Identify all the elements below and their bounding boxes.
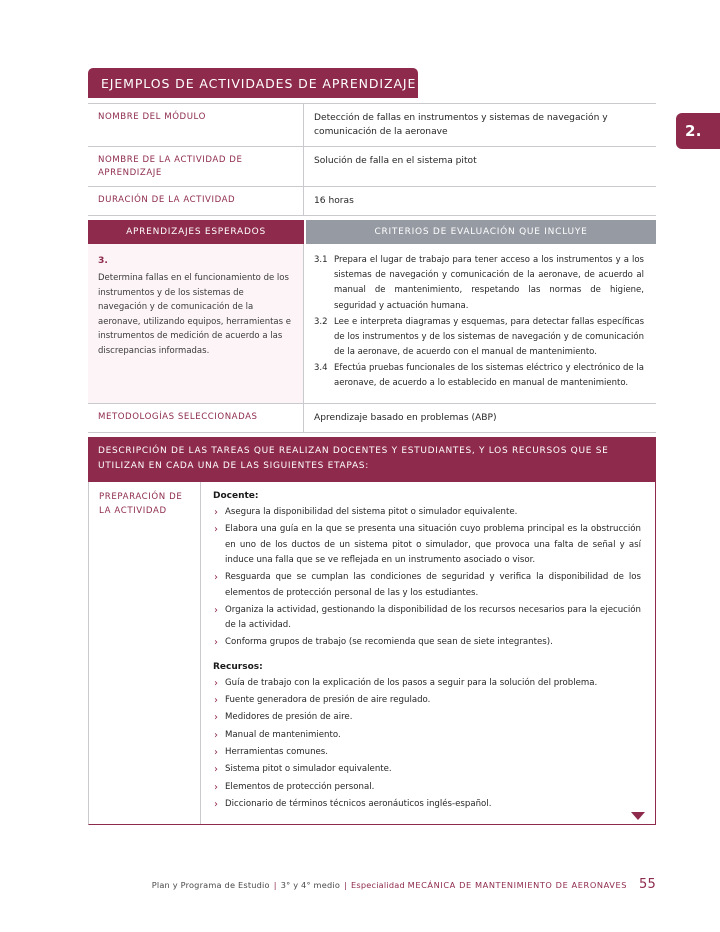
duration-value: 16 horas: [314, 196, 354, 207]
duration-label: DURACIÓN DE LA ACTIVIDAD: [88, 187, 304, 215]
list-item: › Conforma grupos de trabajo (se recomienda que sean de siete integrantes).: [213, 635, 641, 650]
list-item: › Manual de mantenimiento.: [213, 728, 641, 743]
resources-list: [213, 676, 641, 812]
list-item: › Sistema pitot o simulador equivalente.: [213, 762, 641, 777]
list-item: › Resguarda que se cumplan las condiciones de seguridad y verifica la disponibilidad de los elementos de protección personal de las y los estudiantes.: [213, 570, 641, 601]
criteria-text: Lee e interpreta diagramas y esquemas, para detectar fallas específicas de los instrumentos y de los sistemas de navegación y de comunicación de la aeronave, de acuerdo con el manual de mantenimiento.: [334, 316, 644, 357]
list-item: › Guía de trabajo con la explicación de los pasos a seguir para la solución del problema.: [213, 676, 641, 691]
methodology-value: Aprendizaje basado en problemas (ABP): [314, 413, 497, 424]
list-item: › Fuente generadora de presión de aire regulado.: [213, 693, 641, 708]
footer-level: 3° y 4° medio: [280, 880, 341, 890]
resources-heading: Recursos:: [213, 661, 263, 672]
expected-learning-header: APRENDIZAJES ESPERADOS: [88, 220, 304, 244]
expected-learning-text: Determina fallas en el funcionamiento de los instrumentos y de los sistemas de navegación y de comunicación de la aeronave, utilizando equipos, herramientas e instrumentos de medición de acuerdo a las discrepancias informadas.: [98, 273, 291, 357]
learning-body: [88, 244, 656, 404]
learning-header-strip: [88, 220, 656, 244]
teacher-heading: Docente:: [213, 491, 259, 502]
page-number: 55: [639, 877, 656, 892]
expected-learning-cell: [88, 244, 304, 403]
table-row: [88, 147, 656, 187]
list-item: › Herramientas comunes.: [213, 745, 641, 760]
preparation-block: [88, 482, 656, 825]
criteria-number: 3.1: [314, 255, 328, 266]
footer-separator: |: [273, 880, 277, 890]
chapter-tab: [676, 113, 720, 149]
section-banner-title: EJEMPLOS DE ACTIVIDADES DE APRENDIZAJE: [101, 75, 417, 91]
criteria-cell: [304, 244, 656, 403]
teacher-task-list: [213, 505, 641, 651]
criteria-text: Prepara el lugar de trabajo para tener acceso a los instrumentos y a los sistemas de navegación y comunicación de la aeronave, de acuerdo al manual de mantenimiento, respetando las normas de higiene, seguridad y actuación humana.: [334, 255, 644, 311]
footer-especialidad-word: Especialidad: [351, 880, 405, 890]
activity-name-label: NOMBRE DE LA ACTIVIDAD DE APRENDIZAJE: [88, 147, 304, 186]
footer-separator: |: [344, 880, 348, 890]
table-row: [88, 404, 656, 433]
evaluation-criteria-header: CRITERIOS DE EVALUACIÓN QUE INCLUYE: [304, 220, 656, 244]
list-item: › Diccionario de términos técnicos aeronáuticos inglés-español.: [213, 797, 641, 812]
methodology-label: METODOLOGÍAS SELECCIONADAS: [88, 404, 304, 432]
criteria-text: Efectúa pruebas funcionales de los sistemas eléctrico y electrónico de la aeronave, de acuerdo a lo establecido en manual de mantenimiento.: [334, 363, 644, 389]
criteria-item: [314, 361, 644, 391]
list-item: › Organiza la actividad, gestionando la disponibilidad de los recursos necesarios para la ejecución de la actividad.: [213, 603, 641, 634]
list-item: › Elementos de protección personal.: [213, 780, 641, 795]
criteria-item: [314, 315, 644, 360]
activity-table: [88, 103, 656, 825]
footer-specialty: MECÁNICA DE MANTENIMIENTO DE AERONAVES: [407, 880, 628, 890]
table-row: [88, 103, 656, 147]
criteria-item: [314, 253, 644, 314]
table-row: [88, 187, 656, 216]
description-bar-text: DESCRIPCIÓN DE LAS TAREAS QUE REALIZAN DOCENTES Y ESTUDIANTES, Y LOS RECURSOS QUE SE UTILIZAN EN CADA UNA DE LAS SIGUIENTES ETAPAS:: [98, 446, 609, 472]
expected-learning-number: 3.: [98, 255, 108, 267]
page-footer: [88, 877, 656, 892]
description-bar: [88, 437, 656, 482]
chapter-tab-label: 2.: [685, 122, 702, 140]
list-item: › Elabora una guía en la que se presenta una situación cuyo problema principal es la obstrucción en uno de los ductos de un sistema pitot o simulador, que provoca una falta de señal y así induce una falla que se ve reflejada en un instrumento asociado o visor.: [213, 522, 641, 568]
footer-plan: Plan y Programa de Estudio: [151, 880, 270, 890]
section-banner: [88, 68, 418, 98]
module-name-value: Detección de fallas en instrumentos y sistemas de navegación y comunicación de la aeronave: [314, 113, 608, 138]
module-name-label: NOMBRE DEL MÓDULO: [88, 104, 304, 146]
criteria-number: 3.4: [314, 363, 328, 374]
stage-content: [201, 482, 655, 824]
stage-label: PREPARACIÓN DE LA ACTIVIDAD: [89, 482, 201, 824]
activity-name-value: Solución de falla en el sistema pitot: [314, 156, 477, 167]
list-item: › Asegura la disponibilidad del sistema pitot o simulador equivalente.: [213, 505, 641, 520]
continuation-arrow-icon: [631, 812, 645, 820]
criteria-number: 3.2: [314, 316, 328, 327]
list-item: › Medidores de presión de aire.: [213, 710, 641, 725]
